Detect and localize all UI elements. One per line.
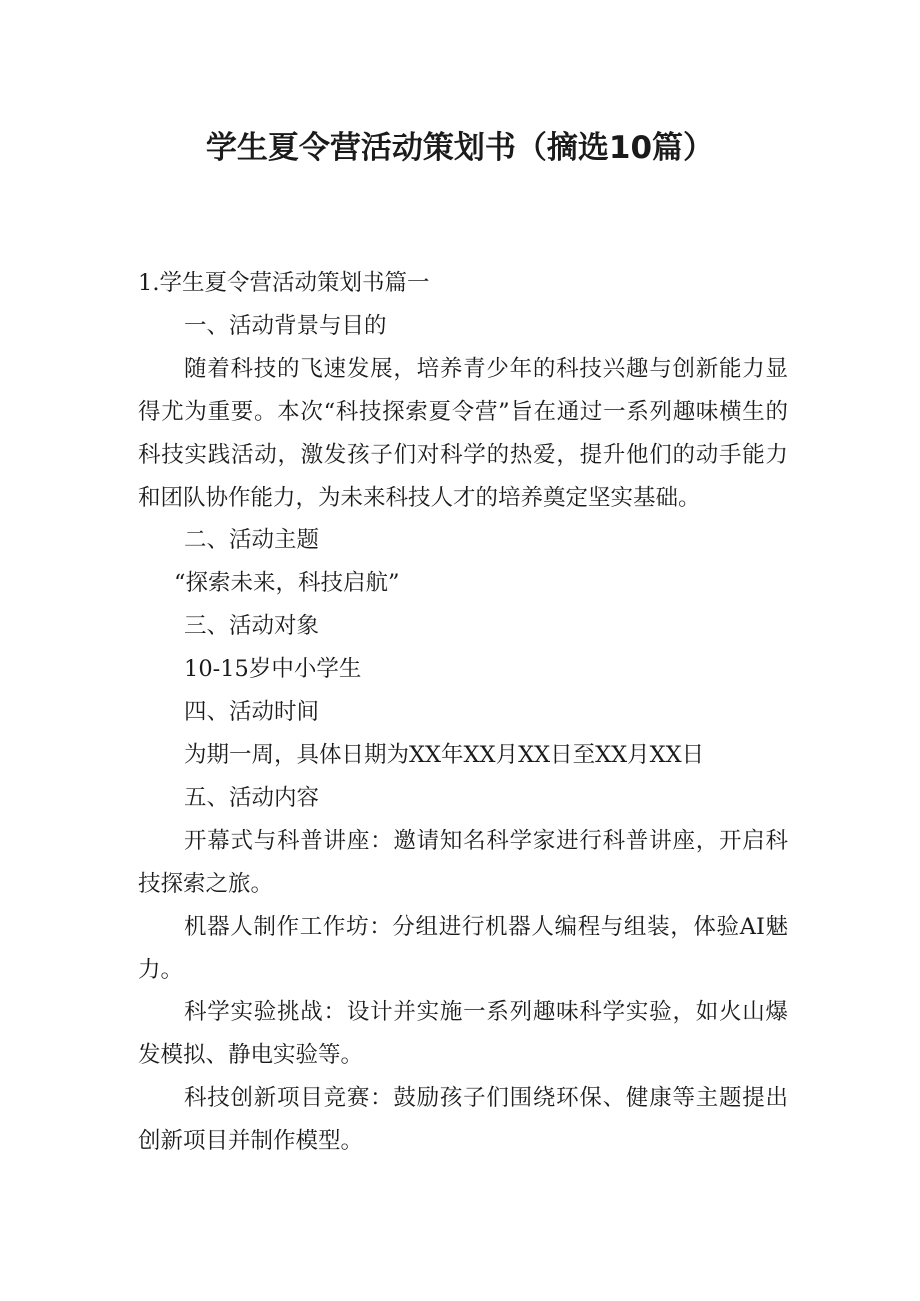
section-heading-theme: 二、活动主题: [184, 527, 320, 554]
section-heading-background: 一、活动背景与目的: [184, 312, 387, 339]
section-heading-content: 五、活动内容: [184, 784, 320, 811]
paragraph-audience: 10-15岁中小学生: [184, 656, 362, 683]
paragraph-content-experiment: 科学实验挑战：设计并实施一系列趣味科学实验，如火山爆发模拟、静电实验等。: [138, 999, 788, 1069]
paragraph-theme: “探索未来，科技启航”: [174, 570, 400, 597]
paragraph-content-opening: 开幕式与科普讲座：邀请知名科学家进行科普讲座，开启科技探索之旅。: [138, 827, 788, 897]
paragraph-time: 为期一周，具体日期为XX年XX月XX日至XX月XX日: [184, 741, 705, 768]
paragraph-background: 随着科技的飞速发展，培养青少年的科技兴趣与创新能力显得尤为重要。本次“科技探索夏令营”旨在通过一系列趣味横生的科技实践活动，激发孩子们对科学的热爱，提升他们的动手能力和团队协作能力，为未来科技人才的培养奠定坚实基础。: [138, 355, 788, 511]
document-title: 学生夏令营活动策划书（摘选10篇）: [205, 130, 715, 166]
paragraph-content-innovation: 科技创新项目竞赛：鼓励孩子们围绕环保、健康等主题提出创新项目并制作模型。: [138, 1085, 788, 1155]
chapter-heading: 1.学生夏令营活动策划书篇一: [138, 270, 430, 296]
section-heading-audience: 三、活动对象: [184, 613, 320, 640]
document-body: [138, 262, 788, 1163]
section-heading-time: 四、活动时间: [184, 699, 320, 726]
paragraph-content-robot: 机器人制作工作坊：分组进行机器人编程与组装，体验AI魅力。: [138, 913, 788, 983]
